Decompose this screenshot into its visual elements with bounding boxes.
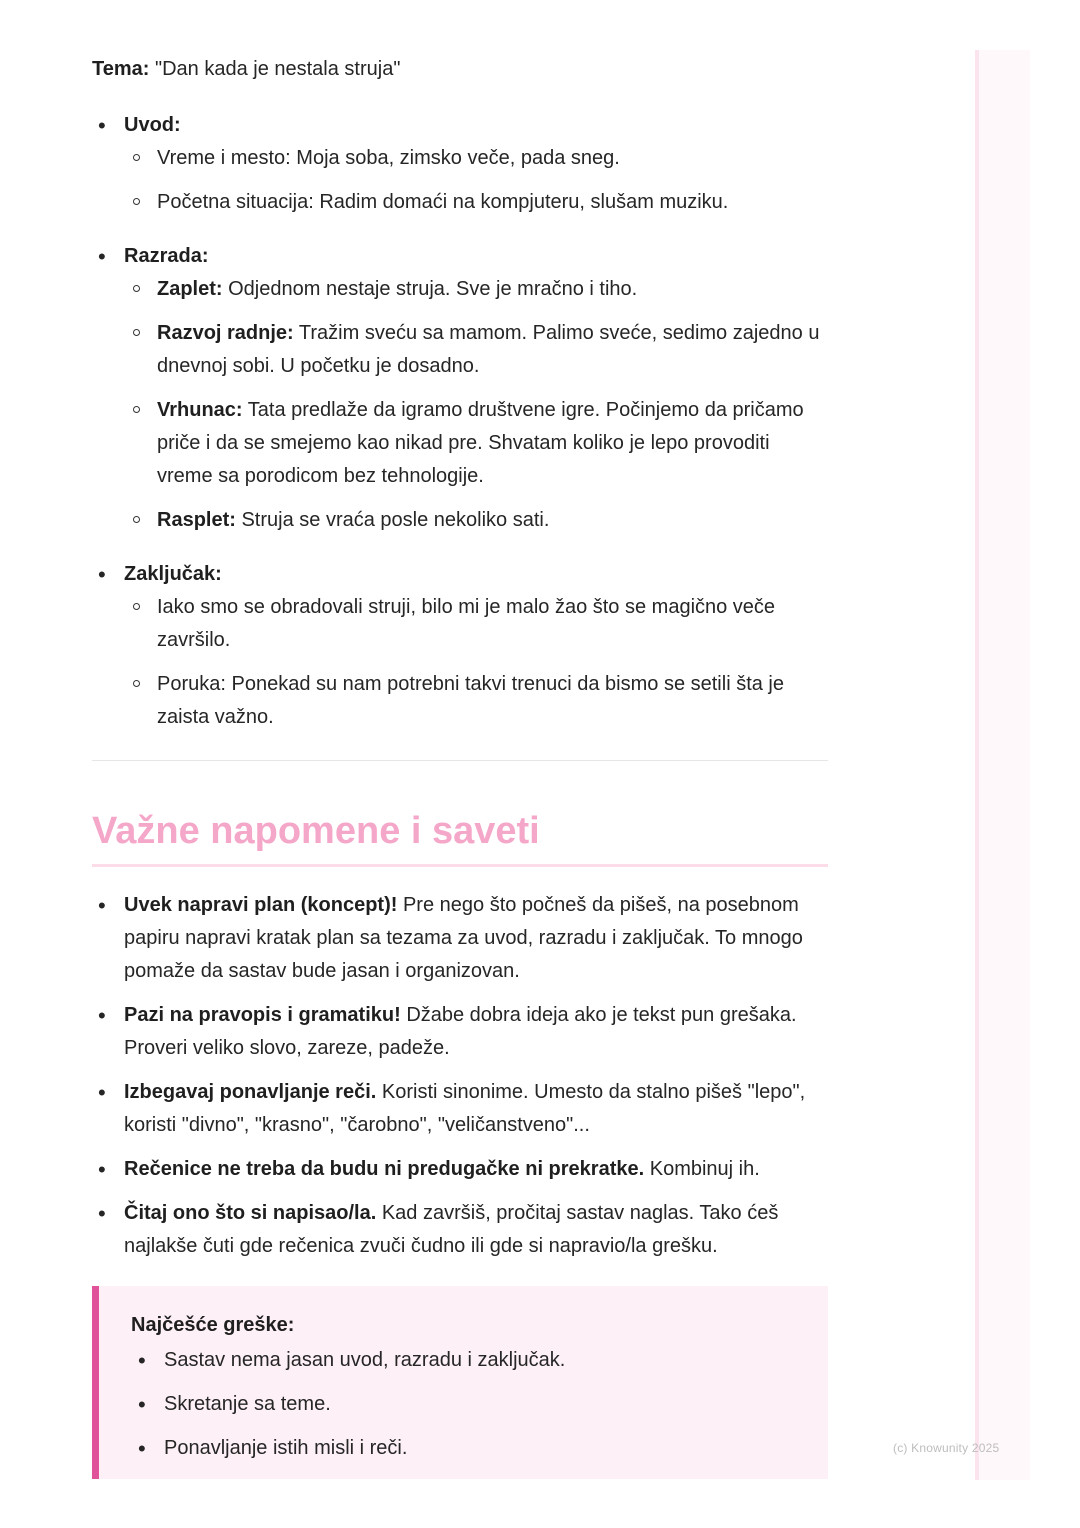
tip-item xyxy=(92,1153,828,1186)
tip-text: Koristi sinonime. Umesto da stalno pišeš "lepo", koristi "divno", "krasno", "čarobno", "veličanstveno"... xyxy=(124,1081,806,1136)
tip-item xyxy=(92,889,828,988)
body-label: Razrada: xyxy=(124,245,209,267)
list-item: • Skretanje sa teme. xyxy=(131,1388,828,1421)
tip-item xyxy=(92,999,828,1065)
list-item xyxy=(124,273,828,306)
topic-line xyxy=(92,53,400,86)
tip-bold: Pazi na pravopis i gramatiku! xyxy=(124,1004,401,1026)
conclusion-label: Zaključak: xyxy=(124,563,222,585)
item-text: Struja se vraća posle nekoliko sati. xyxy=(241,509,550,531)
section-title: Važne napomene i saveti xyxy=(92,810,540,852)
outline-intro xyxy=(92,109,828,219)
outline-conclusion xyxy=(92,558,828,734)
tip-text: Pre nego što počneš da pišeš, na posebnom papiru napravi kratak plan sa tezama za uvod, razradu i zaključak. To mnogo pomaže da sastav bude jasan i organizovan. xyxy=(124,894,803,982)
list-item xyxy=(124,394,828,493)
intro-label: Uvod: xyxy=(124,114,181,136)
topic-label: Tema: xyxy=(92,58,150,80)
essay-outline xyxy=(92,109,828,755)
tip-bold: Uvek napravi plan (koncept)! xyxy=(124,894,398,916)
item-text: Odjednom nestaje struja. Sve je mračno i tiho. xyxy=(228,278,638,300)
tip-bold: Rečenice ne treba da budu ni predugačke ni prekratke. xyxy=(124,1158,645,1180)
callout-title: Najčešće greške: xyxy=(131,1314,295,1336)
list-item: Početna situacija: Radim domaći na kompjuteru, slušam muziku. xyxy=(124,186,828,219)
list-item: Vreme i mesto: Moja soba, zimsko veče, pada sneg. xyxy=(124,142,828,175)
tip-text: Džabe dobra ideja ako je tekst pun grešaka. Proveri veliko slovo, zareze, padeže. xyxy=(124,1004,797,1059)
list-item: • Sastav nema jasan uvod, razradu i zaključak. xyxy=(131,1344,828,1377)
list-item: Poruka: Ponekad su nam potrebni takvi trenuci da bismo se setili šta je zaista važno. xyxy=(124,668,828,734)
common-mistakes-callout xyxy=(92,1286,828,1479)
item-label: Rasplet: xyxy=(157,509,236,531)
tip-bold: Izbegavaj ponavljanje reči. xyxy=(124,1081,377,1103)
topic-text: "Dan kada je nestala struja" xyxy=(154,58,401,80)
list-item xyxy=(124,317,828,383)
list-item xyxy=(124,504,828,537)
outline-body xyxy=(92,240,828,537)
body-items xyxy=(124,273,828,537)
item-label: Razvoj radnje: xyxy=(157,322,294,344)
item-text: Tata predlaže da igramo društvene igre. Počinjemo da pričamo priče i da se smejemo kao nikad pre. Shvatam koliko je lepo provoditi vreme sa porodicom bez tehnologije. xyxy=(157,399,804,487)
section-underline xyxy=(92,864,828,867)
tip-item xyxy=(92,1197,828,1263)
intro-items xyxy=(124,142,828,219)
side-panel xyxy=(975,50,1030,1480)
list-item: • Ponavljanje istih misli i reči. xyxy=(131,1432,828,1465)
copyright-footer: (c) Knowunity 2025 xyxy=(893,1441,1000,1455)
tip-text: Kad završiš, pročitaj sastav naglas. Tako ćeš najlakše čuti gde rečenica zvuči čudno ili gde si napravio/la grešku. xyxy=(124,1202,779,1257)
conclusion-items xyxy=(124,591,828,734)
list-item: Iako smo se obradovali struji, bilo mi je malo žao što se magično veče završilo. xyxy=(124,591,828,657)
callout-accent-bar xyxy=(92,1286,99,1479)
item-label: Vrhunac: xyxy=(157,399,243,421)
item-text: Tražim sveću sa mamom. Palimo sveće, sedimo zajedno u dnevnoj sobi. U početku je dosadno. xyxy=(157,322,820,377)
mistakes-list xyxy=(131,1344,828,1465)
divider xyxy=(92,760,828,761)
tips-list xyxy=(92,889,828,1274)
item-label: Zaplet: xyxy=(157,278,223,300)
side-divider xyxy=(975,50,979,1480)
tip-text: Kombinuj ih. xyxy=(649,1158,760,1180)
tip-item xyxy=(92,1076,828,1142)
tip-bold: Čitaj ono što si napisao/la. xyxy=(124,1202,377,1224)
